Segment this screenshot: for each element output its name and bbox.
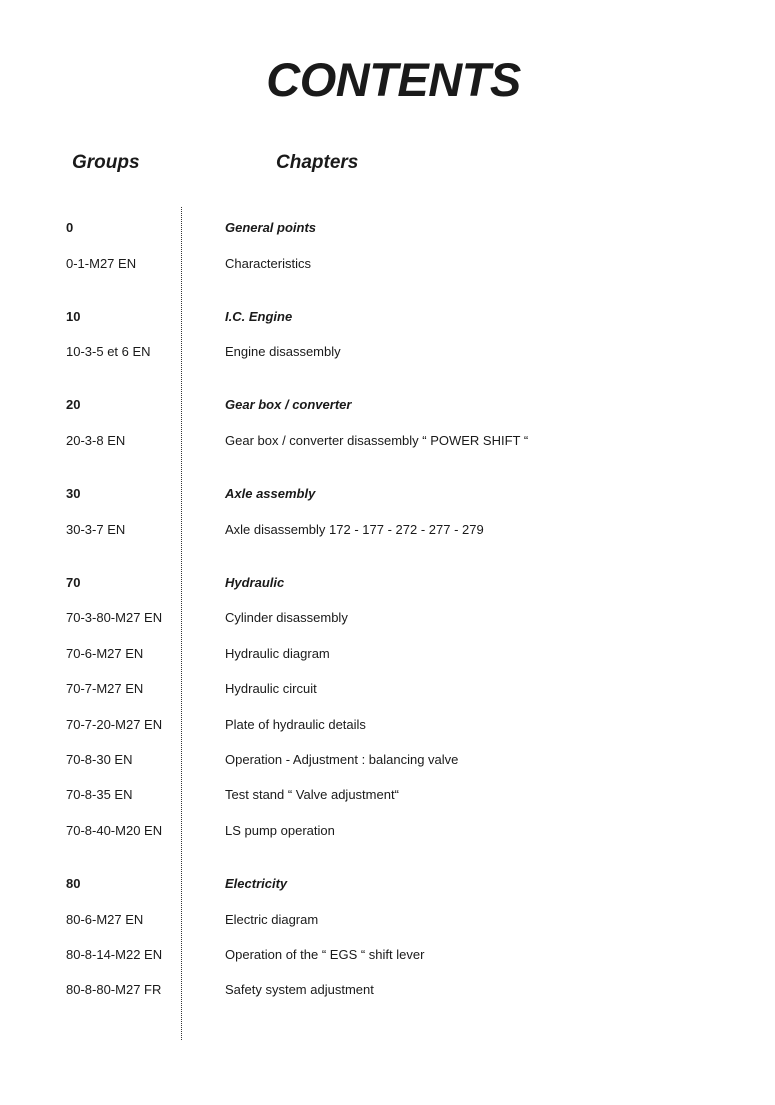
chapter-code: 80-8-14-M22 EN (66, 947, 163, 962)
chapter-code: 70-7-M27 EN (66, 681, 144, 696)
toc-entry-electricity (0, 874, 775, 894)
toc-entry-safety-system (0, 980, 775, 1000)
toc-entry-engine-disassembly (0, 342, 775, 362)
chapters-column-header: Chapters (276, 152, 359, 173)
group-title: Hydraulic (225, 575, 285, 590)
chapter-title: Operation of the “ EGS “ shift lever (225, 947, 425, 962)
chapter-title: Electric diagram (225, 912, 319, 927)
toc-entry-ic-engine (0, 307, 775, 327)
toc-entry-gear-box-converter (0, 395, 775, 415)
page-title: CONTENTS (266, 53, 521, 106)
toc-entry-egs-shift-lever (0, 945, 775, 965)
chapter-code: 70-7-20-M27 EN (66, 717, 163, 732)
chapter-code: 20-3-8 EN (66, 433, 126, 448)
toc-entry-balancing-valve (0, 750, 775, 770)
chapter-code: 80-8-80-M27 FR (66, 982, 162, 997)
toc-entry-axle-assembly (0, 484, 775, 504)
group-title: Gear box / converter (225, 397, 352, 412)
chapter-title: Engine disassembly (225, 344, 341, 359)
chapter-title: Hydraulic circuit (225, 681, 317, 696)
chapter-code: 10-3-5 et 6 EN (66, 344, 151, 359)
group-title: I.C. Engine (225, 309, 293, 324)
chapter-code: 0-1-M27 EN (66, 256, 137, 271)
toc-entry-cylinder-disassembly (0, 608, 775, 628)
toc-entry-ls-pump (0, 821, 775, 841)
group-number: 20 (66, 397, 81, 412)
toc-entry-axle-disassembly (0, 520, 775, 540)
group-number: 10 (66, 309, 81, 324)
group-title: Electricity (225, 876, 288, 891)
chapter-title: Gear box / converter disassembly “ POWER SHIFT “ (225, 433, 529, 448)
group-number: 80 (66, 876, 81, 891)
toc-entry-hydraulic (0, 573, 775, 593)
toc-entry-hydraulic-circuit (0, 679, 775, 699)
chapter-code: 70-3-80-M27 EN (66, 610, 163, 625)
toc-entry-gear-box-disassembly (0, 431, 775, 451)
chapter-title: LS pump operation (225, 823, 335, 838)
chapter-title: Plate of hydraulic details (225, 717, 366, 732)
toc-entry-hydraulic-details (0, 715, 775, 735)
group-title: General points (225, 220, 317, 235)
chapter-title: Cylinder disassembly (225, 610, 348, 625)
toc-entry-hydraulic-diagram (0, 644, 775, 664)
group-number: 70 (66, 575, 81, 590)
chapter-code: 70-6-M27 EN (66, 646, 144, 661)
chapter-code: 80-6-M27 EN (66, 912, 144, 927)
toc-entry-characteristics (0, 254, 775, 274)
toc-entry-general-points (0, 218, 775, 238)
chapter-title: Test stand “ Valve adjustment“ (225, 787, 399, 802)
chapter-title: Safety system adjustment (225, 982, 374, 997)
chapter-code: 70-8-40-M20 EN (66, 823, 163, 838)
chapter-title: Operation - Adjustment : balancing valve (225, 752, 459, 767)
chapter-title: Axle disassembly 172 - 177 - 272 - 277 - 279 (225, 522, 484, 537)
group-title: Axle assembly (225, 486, 316, 501)
chapter-code: 70-8-35 EN (66, 787, 133, 802)
group-number: 30 (66, 486, 81, 501)
chapter-code: 70-8-30 EN (66, 752, 133, 767)
groups-column-header: Groups (72, 152, 140, 173)
chapter-code: 30-3-7 EN (66, 522, 126, 537)
chapter-title: Hydraulic diagram (225, 646, 330, 661)
chapter-title: Characteristics (225, 256, 311, 271)
toc-entry-electric-diagram (0, 910, 775, 930)
toc-entry-valve-adjustment (0, 785, 775, 805)
group-number: 0 (66, 220, 74, 235)
